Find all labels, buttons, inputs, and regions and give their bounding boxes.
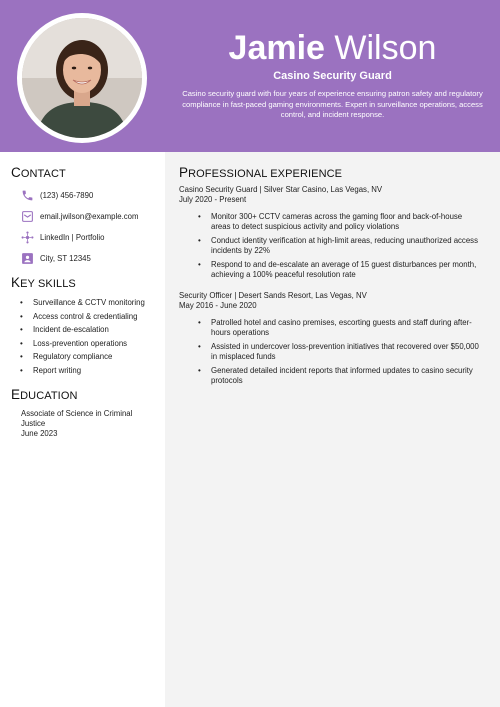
header-banner — [0, 0, 500, 152]
job-bullet: • Generated detailed incident reports that informed updates to casino security protocols — [198, 366, 483, 386]
contact-location: City, ST 12345 — [21, 251, 91, 265]
contact-phone: (123) 456-7890 — [21, 188, 93, 202]
last-name: Wilson — [334, 29, 437, 67]
skill-item: • Regulatory compliance — [18, 350, 145, 364]
network-icon — [21, 231, 34, 244]
skill-item: • Incident de-escalation — [18, 323, 145, 337]
skills-list — [18, 296, 145, 378]
job-bullet: • Patrolled hotel and casino premises, escorting guests and staff during after-hours operations — [198, 318, 483, 338]
education-degree: Associate of Science in Criminal Justice — [21, 409, 133, 428]
contact-title: CONTACT — [11, 165, 66, 180]
job-role: Casino Security Guard — [273, 70, 392, 82]
phone-icon — [21, 189, 34, 202]
location-icon — [21, 252, 34, 265]
job-bullet: • Respond to and de-escalate an average of 15 guest disturbances per month, achieving a 100% peaceful resolution rate — [198, 260, 483, 280]
skills-title: KEY SKILLS — [11, 275, 76, 290]
contact-links[interactable]: LinkedIn | Portfolio — [21, 230, 104, 244]
job-bullet: • Monitor 300+ CCTV cameras across the gaming floor and back-of-house areas to detect suspicious activity and policy violations — [198, 212, 483, 232]
job-date: July 2020 - Present — [179, 195, 247, 204]
education-entry — [21, 409, 151, 439]
job-date: May 2016 - June 2020 — [179, 301, 257, 310]
education-title: EDUCATION — [11, 387, 78, 402]
first-name: Jamie — [228, 29, 325, 67]
job-bullets — [198, 318, 483, 389]
job-bullet: • Conduct identity verification at high-limit areas, reducing unauthorized access incidents by 22% — [198, 236, 483, 256]
skill-item: • Access control & credentialing — [18, 310, 145, 324]
job-bullet: • Assisted in undercover loss-prevention initiatives that recovered over $50,000 in misplaced funds — [198, 342, 483, 362]
experience-title: PROFESSIONAL EXPERIENCE — [179, 165, 343, 180]
profile-summary: Casino security guard with four years of experience ensuring patron safety and regulatory compliance in fast-paced gaming environments. Expert in surveillance operations, access control, and incident response. — [182, 89, 483, 119]
job-bullets — [198, 212, 483, 283]
skill-item: • Report writing — [18, 364, 145, 378]
profile-photo — [22, 18, 142, 138]
email-icon — [21, 210, 34, 223]
skill-item: • Surveillance & CCTV monitoring — [18, 296, 145, 310]
job-title: Security Officer | Desert Sands Resort, Las Vegas, NV — [179, 291, 367, 300]
skill-item: • Loss-prevention operations — [18, 337, 145, 351]
contact-email[interactable]: email.jwilson@example.com — [21, 209, 138, 223]
candidate-name — [165, 28, 500, 68]
education-date: June 2023 — [21, 429, 58, 438]
job-title: Casino Security Guard | Silver Star Casino, Las Vegas, NV — [179, 185, 383, 194]
profile-photo-frame — [17, 13, 147, 143]
